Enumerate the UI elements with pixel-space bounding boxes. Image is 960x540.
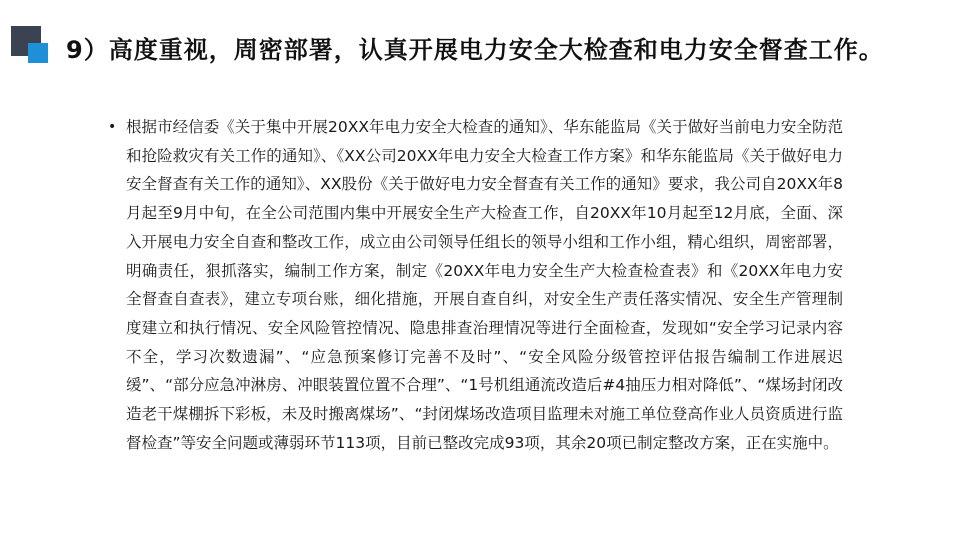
slide-body: [108, 113, 843, 457]
bullet-item: [108, 113, 843, 457]
bullet-text: 根据市经信委《关于集中开展20XX年电力安全大检查的通知》、华东能监局《关于做好当前电力安全防范和抢险救灾有关工作的通知》、《XX公司20XX年电力安全大检查工作方案》和华东能监局《关于做好电力安全督查有关工作的通知》、XX股份《关于做好电力安全督查有关工作的通知》要求，我公司自20XX年8月起至9月中旬，在全公司范围内集中开展安全生产大检查工作，自20XX年10月起至12月底，全面、深入开展电力安全自查和整改工作，成立由公司领导任组长的领导小组和工作小组，精心组织，周密部署，明确责任，狠抓落实，编制工作方案，制定《20XX年电力安全生产大检查检查表》和《20XX年电力安全督查自查表》，建立专项台账，细化措施，开展自查自纠，对安全生产责任落实情况、安全生产管理制度建立和执行情况、安全风险管控情况、隐患排查治理情况等进行全面检查，发现如“安全学习记录内容不全，学习次数遗漏”、“应急预案修订完善不及时”、“安全风险分级管控评估报告编制工作进展迟缓”、“部分应急冲淋房、冲眼装置位置不合理”、“1号机组通流改造后#4抽压力相对降低”、“煤场封闭改造老干煤棚拆下彩板，未及时搬离煤场”、“封闭煤场改造项目监理未对施工单位登高作业人员资质进行监督检查”等安全问题或薄弱环节113项，目前已整改完成93项，其余20项已制定整改方案，正在实施中。: [126, 118, 843, 452]
slide-title: 9）高度重视，周密部署，认真开展电力安全大检查和电力安全督查工作。: [66, 36, 884, 64]
title-decor-blue-square: [28, 43, 48, 63]
bullet-icon: •: [108, 119, 117, 135]
